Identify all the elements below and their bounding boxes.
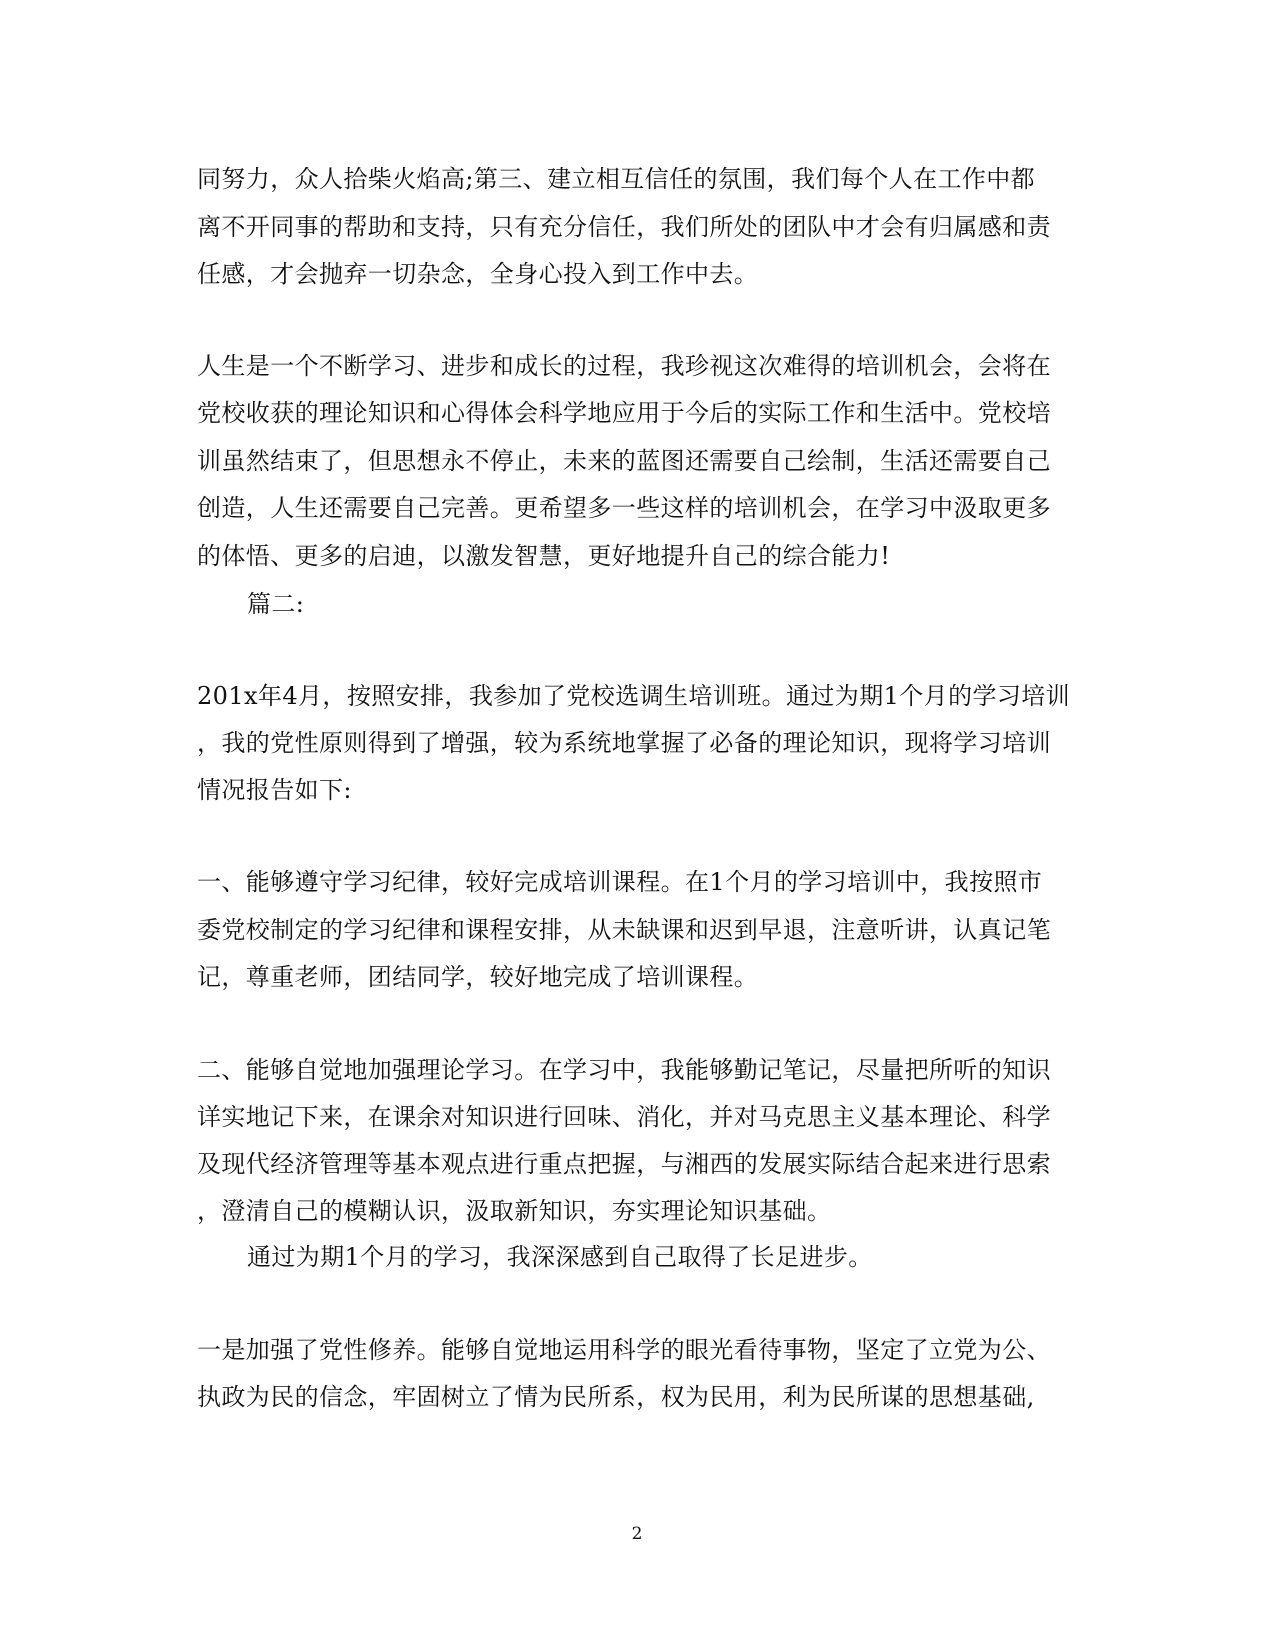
text-line: 情况报告如下:: [197, 776, 352, 804]
text-line: 创造，人生还需要自己完善。更希望多一些这样的培训机会，在学习中汲取更多: [197, 494, 1051, 522]
text-line: 一、能够遵守学习纪律，较好完成培训课程。在1个月的学习培训中，我按照市: [197, 868, 1043, 896]
text-line: 及现代经济管理等基本观点进行重点把握，与湘西的发展实际结合起来进行思索: [197, 1150, 1051, 1178]
text-line: ，澄清自己的模糊认识，汲取新知识，夯实理论知识基础。: [197, 1197, 832, 1225]
text-line: 离不开同事的帮助和支持，只有充分信任，我们所处的团队中才会有归属感和责: [197, 213, 1051, 241]
text-line: 201x年4月，按照安排，我参加了党校选调生培训班。通过为期1个月的学习培训: [197, 682, 1071, 710]
text-line: 训虽然结束了，但思想永不停止，未来的蓝图还需要自己绘制，生活还需要自己: [197, 447, 1051, 475]
text-line: 的体悟、更多的启迪，以激发智慧，更好地提升自己的综合能力!: [197, 542, 891, 570]
text-line: 同努力，众人拾柴火焰高;第三、建立相互信任的氛围，我们每个人在工作中都: [197, 165, 1036, 193]
section-heading: 篇二:: [247, 590, 305, 618]
page-number: 2: [631, 1524, 643, 1544]
text-line: 执政为民的信念，牢固树立了情为民所系，权为民用，利为民所谋的思想基础,: [197, 1383, 1035, 1411]
text-line: 人生是一个不断学习、进步和成长的过程，我珍视这次难得的培训机会，会将在: [197, 352, 1051, 380]
text-line: 党校收获的理论知识和心得体会科学地应用于今后的实际工作和生活中。党校培: [197, 399, 1051, 427]
text-line: 通过为期1个月的学习，我深深感到自己取得了长足进步。: [247, 1243, 873, 1271]
text-line: 任感，才会抛弃一切杂念，全身心投入到工作中去。: [197, 260, 759, 288]
text-line: ，我的党性原则得到了增强，较为系统地掌握了必备的理论知识，现将学习培训: [197, 729, 1051, 757]
text-line: 委党校制定的学习纪律和课程安排，从未缺课和迟到早退，注意听讲，认真记笔: [197, 916, 1051, 944]
text-line: 一是加强了党性修养。能够自觉地运用科学的眼光看待事物，坚定了立党为公、: [197, 1336, 1051, 1364]
text-line: 记，尊重老师，团结同学，较好地完成了培训课程。: [197, 963, 759, 991]
text-line: 详实地记下来，在课余对知识进行回味、消化，并对马克思主义基本理论、科学: [197, 1103, 1051, 1131]
text-line: 二、能够自觉地加强理论学习。在学习中，我能够勤记笔记，尽量把所听的知识: [197, 1056, 1051, 1084]
